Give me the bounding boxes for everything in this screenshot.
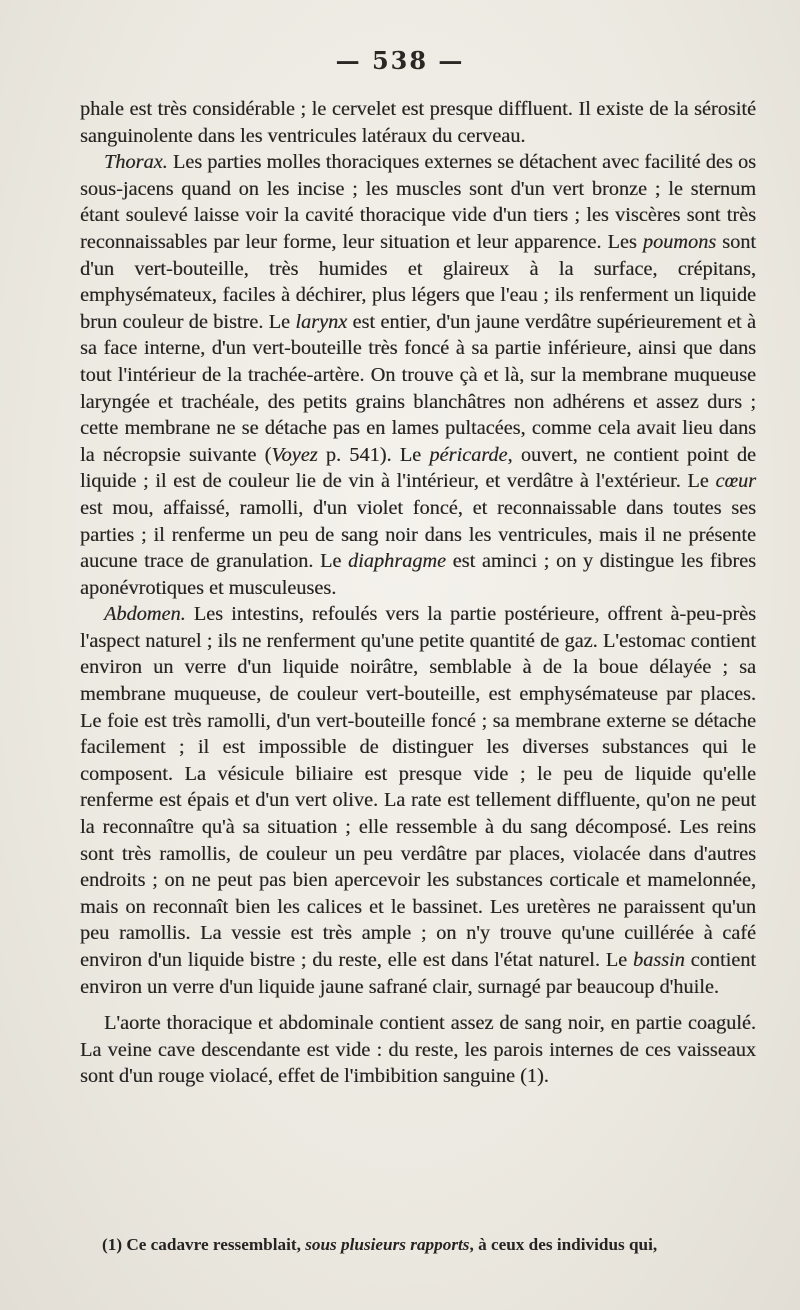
term-coeur: cœur: [715, 470, 756, 493]
paragraph-thorax: Thorax. Les parties molles thoraciques externes se détachent avec facilité des os sous-jacens quand on les incise ; les muscles sont d'un vert bronze ; le sternum étant soulevé laisse voir la cavité thoracique vide d'un tiers ; les viscères sont très reconnaissables par leur forme, leur situation et leur apparence. Les poumons sont d'un vert-bouteille, très humides et glaireux à la surface, crépitans, emphysémateux, faciles à déchirer, plus légers que l'eau ; ils renferment un liquide brun couleur de bistre. Le larynx est entier, d'un jaune verdâtre supérieurement et à sa face interne, d'un vert-bouteille très foncé à sa partie inférieure, ainsi que dans tout l'intérieur de la trachée-artère. On trouve çà et là, sur la membrane muqueuse laryngée et trachéale, des petits grains blanchâtres non adhérens et assez durs ; cette membrane ne se détache pas en lames pultacées, comme cela avait lieu dans la nécropsie suivante (Voyez p. 541). Le péricarde, ouvert, ne contient point de liquide ; il est de couleur lie de vin à l'intérieur, et verdâtre à l'extérieur. Le cœur est mou, affaissé, ramolli, d'un violet foncé, et reconnaissable dans toutes ses parties ; il renferme un peu de sang noir dans les ventricules, mais il ne présente aucune trace de granulation. Le diaphragme est aminci ; on y distingue les fibres aponévrotiques et musculeuses.: [80, 151, 756, 599]
term-diaphragme: diaphragme: [348, 550, 447, 573]
term-poumons: poumons: [642, 230, 717, 253]
cross-reference-voyez: Voyez: [271, 443, 318, 466]
section-label-thorax: Thorax.: [104, 151, 168, 174]
term-larynx: larynx: [295, 310, 348, 333]
section-label-abdomen: Abdomen.: [104, 603, 186, 626]
paragraph-aorte: L'aorte thoracique et abdominale contient assez de sang noir, en partie coagulé. La veine cave descendante est vide : du reste, les parois internes de ces vaisseaux sont d'un rouge violacé, effet de l'imbibition sanguine (1).: [80, 1012, 756, 1088]
body-text: [80, 96, 756, 1090]
paragraph-abdomen: Abdomen. Les intestins, refoulés vers la partie postérieure, offrent à-peu-près l'aspect naturel ; ils ne renferment qu'une petite quantité de gaz. L'estomac contient environ un verre d'un liquide noirâtre, semblable à de la boue délayée ; sa membrane muqueuse, de couleur vert-bouteille, est emphysémateuse par places. Le foie est très ramolli, d'un vert-bouteille foncé ; sa membrane externe se détache facilement ; il est impossible de distinguer les diverses substances qui le composent. La vésicule biliaire est presque vide ; le peu de liquide qu'elle renferme est épais et d'un vert olive. La rate est tellement diffluente, qu'on ne peut la reconnaître qu'à sa situation ; elle ressemble à du sang décomposé. Les reins sont très ramollis, de couleur un peu verdâtre par places, violacée dans d'autres endroits ; on ne peut pas bien apercevoir les substances corticale et mamelonnée, mais on reconnaît bien les calices et le bassinet. Les uretères ne paraissent qu'un peu ramollis. La vessie est très ample ; on n'y trouve qu'une cuillérée à café environ d'un liquide bistre ; du reste, elle est dans l'état naturel. Le bassin contient environ un verre d'un liquide jaune safrané clair, surnagé par beaucoup d'huile.: [80, 603, 756, 998]
footnote-emphasis: sous plusieurs rapports: [305, 1235, 470, 1254]
footnote: (1) Ce cadavre ressemblait, sous plusieurs rapports, à ceux des individus qui,: [102, 1235, 658, 1254]
term-pericarde: péricarde: [429, 443, 508, 466]
page-number: — 538 —: [335, 46, 465, 75]
term-bassin: bassin: [632, 949, 685, 971]
paragraph-cerveau: phale est très considérable ; le cervelet est presque diffluent. Il existe de la sérosité sanguinolente dans les ventricules latéraux du cerveau.: [80, 98, 756, 147]
